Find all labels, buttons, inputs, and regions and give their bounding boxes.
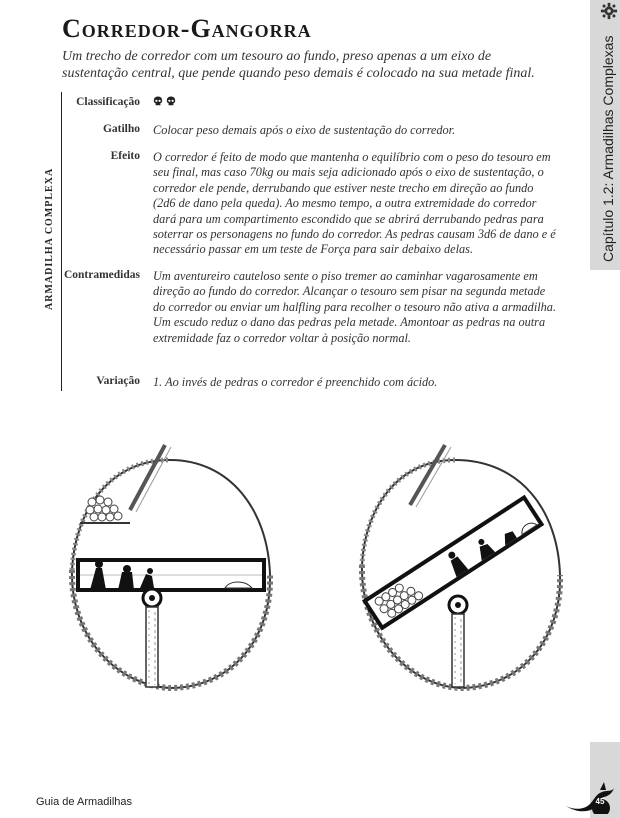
- vertical-rule: [61, 92, 62, 391]
- efeito-label: Efeito: [110, 150, 140, 162]
- variacao-text: 1. Ao invés de pedras o corredor é preenchido com ácido.: [153, 375, 438, 389]
- gatilho-text: Colocar peso demais após o eixo de sustentação do corredor.: [153, 123, 456, 137]
- skull-rating: [153, 96, 176, 106]
- skull-icon: [153, 96, 163, 106]
- side-label: ARMADILHA COMPLEXA: [44, 167, 55, 310]
- contramedidas-text: Um aventureiro cauteloso sente o piso tremer ao caminhar vagarosamente em direção ao fundo do corredor. Alcançar o tesouro sem pisar na segunda metade do corredor ou enviar um halfling para recolher o tesouro não ativa a armadilha. Um escudo reduz o dano das pedras pela metade. Amontoar as pedras na outra extremidade faz o corredor voltar à posição normal.: [153, 269, 557, 345]
- classificacao-label: Classificação: [76, 96, 140, 108]
- variacao-label: Variação: [96, 375, 140, 387]
- page-number: 45: [595, 797, 605, 806]
- intro-text: Um trecho de corredor com um tesouro ao fundo, preso apenas a um eixo de sustentação central, que pende quando peso demais é colocado na sua metade final.: [62, 49, 535, 81]
- contramedidas-label: Contramedidas: [63, 269, 140, 281]
- trap-tilted-illustration: [330, 430, 570, 710]
- skull-icon: [166, 96, 176, 106]
- gatilho-label: Gatilho: [102, 123, 140, 135]
- chapter-tab-title: Capítulo 1.2: Armadilhas Complexas: [600, 35, 616, 262]
- trap-balanced-illustration: [60, 430, 280, 710]
- page-title: Corredor-Gangorra: [62, 14, 312, 43]
- footer-title: Guia de Armadilhas: [36, 796, 132, 808]
- dragon-icon: [560, 780, 620, 814]
- efeito-text: O corredor é feito de modo que mantenha o equilíbrio com o peso do tesouro em seu final, mas caso 70kg ou mais seja adicionado após o eixo de sustentação, o corredor ele pende, derrubando que estiver neste trecho em direção ao fundo (2d6 de dano pela queda). Ao mesmo tempo, a outra extremidade do corredor dará para um compartimento escondido que se abrirá derrubando pedras para soterrar os personagens no fundo do corredor. As pedras causam 3d6 de dano e é necessário passar em um teste de Força para sair debaixo delas.: [153, 150, 556, 257]
